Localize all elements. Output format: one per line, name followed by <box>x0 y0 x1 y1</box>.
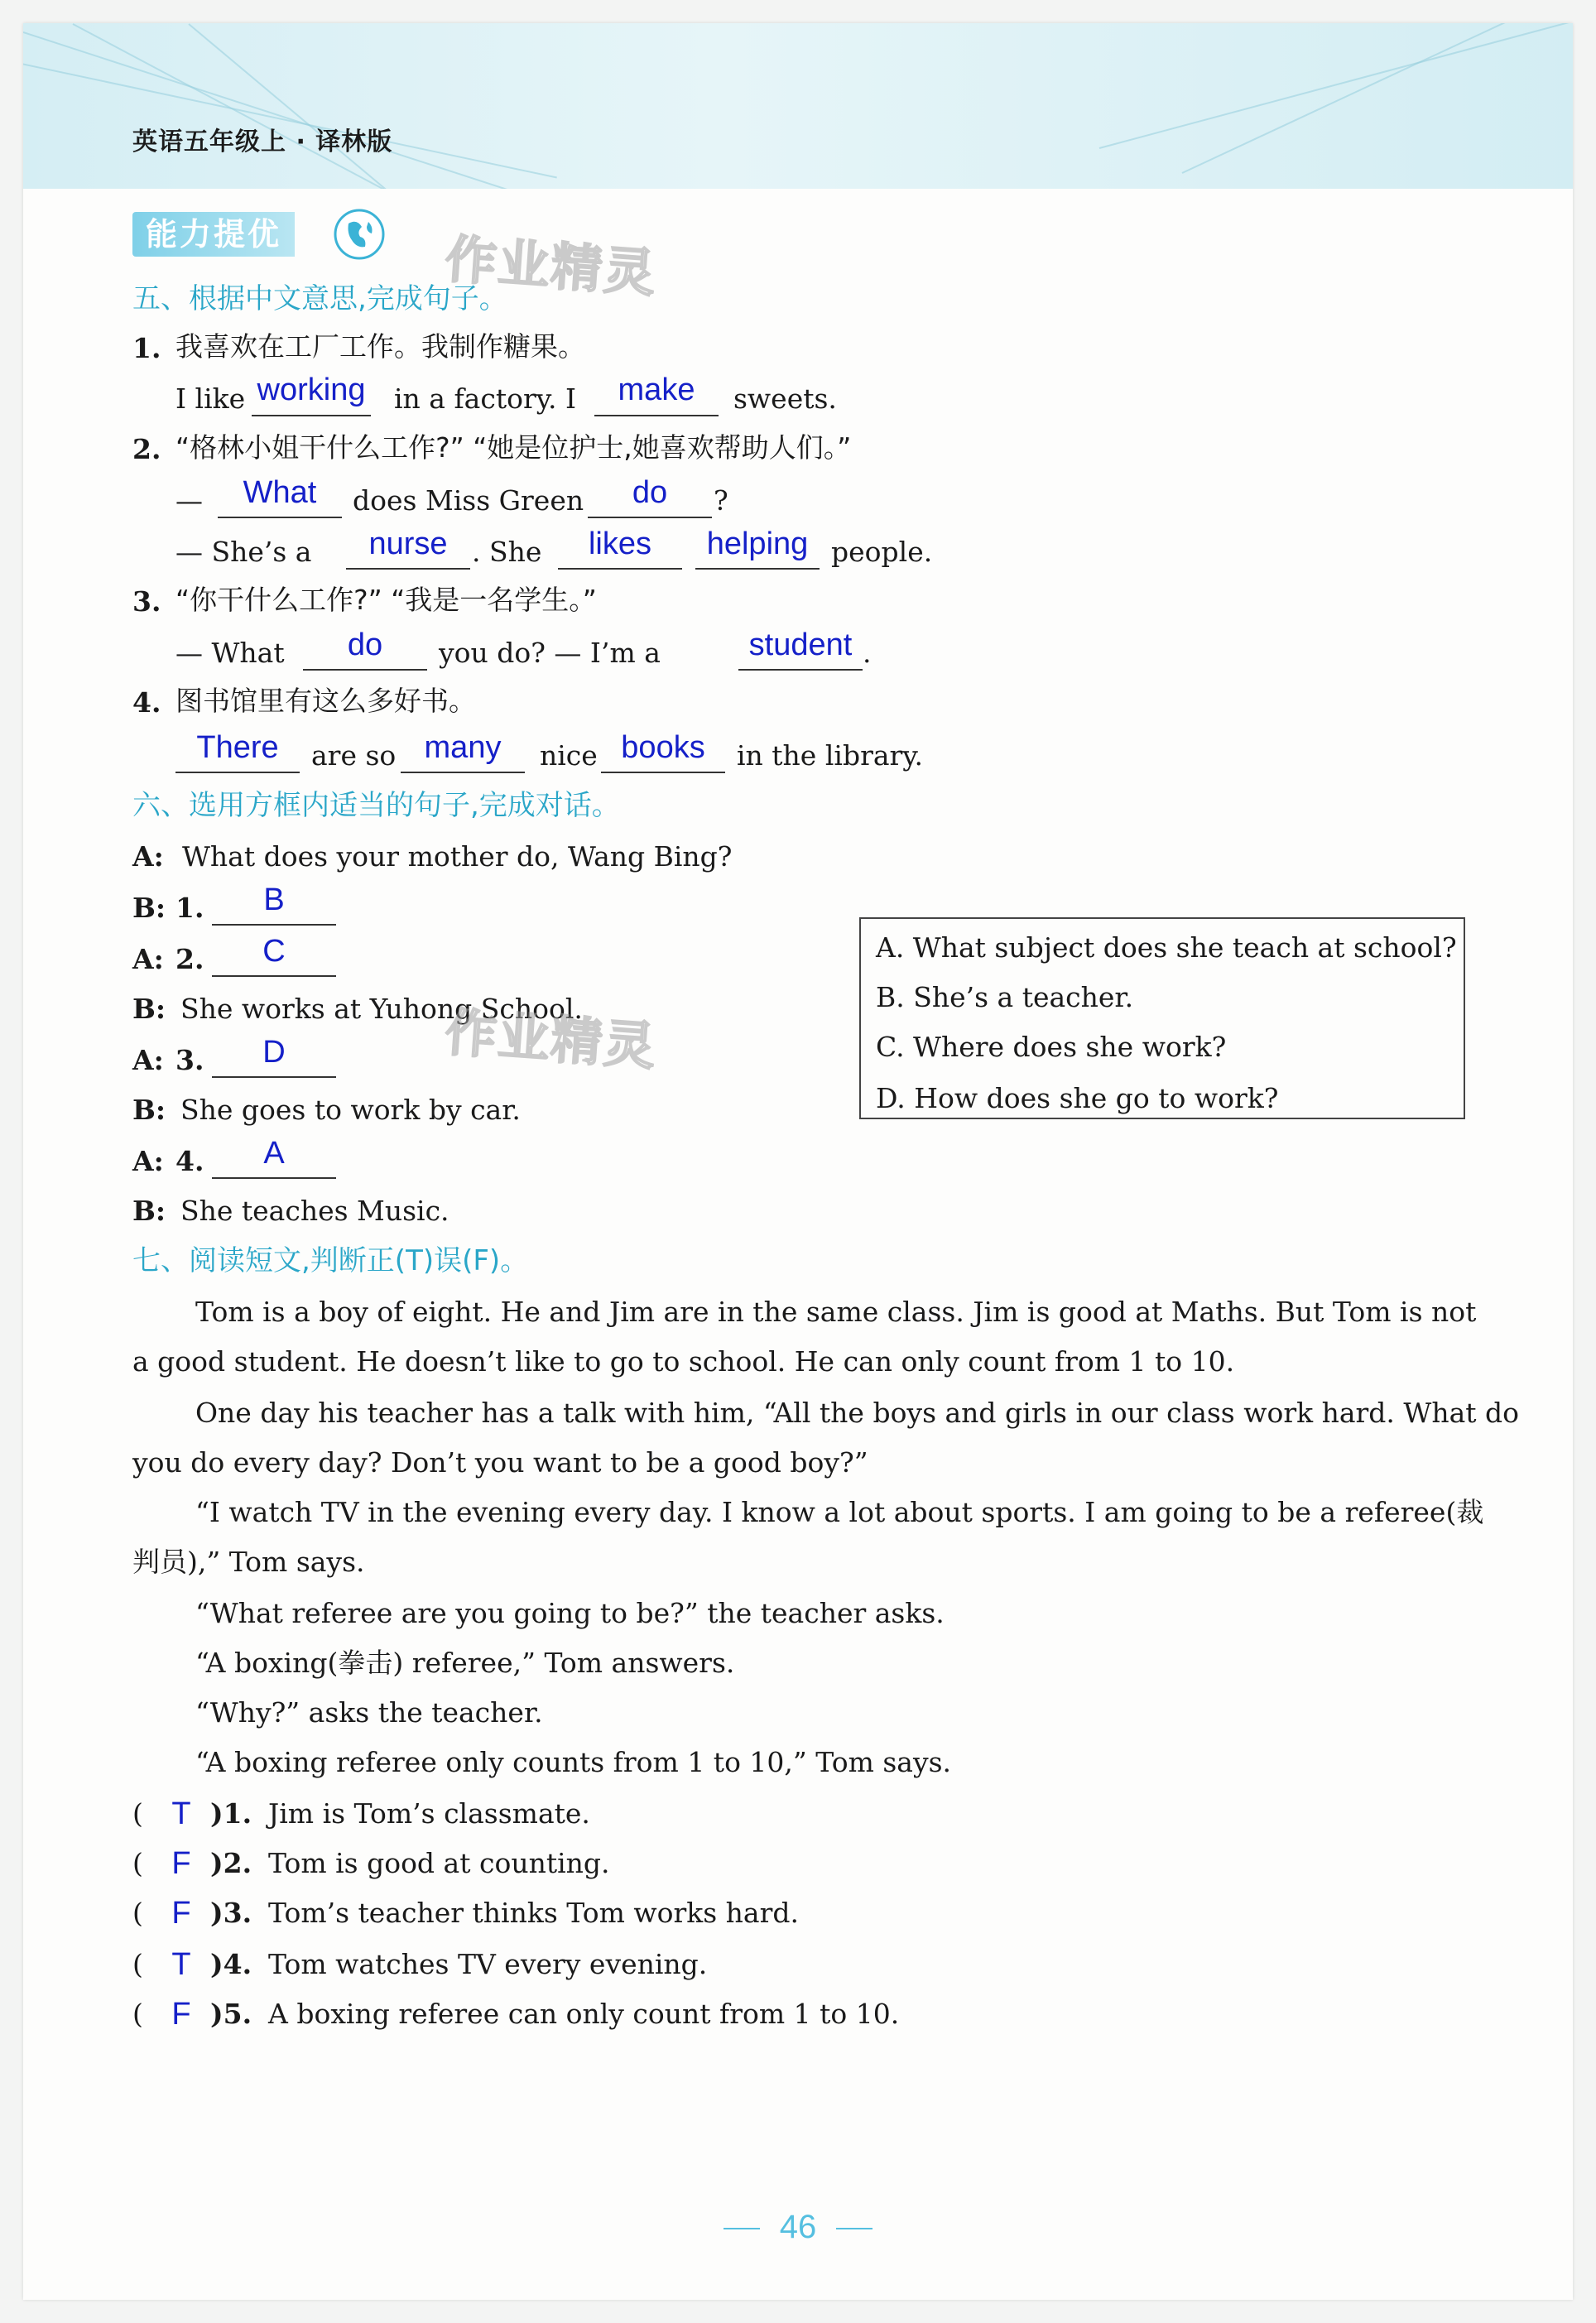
dialog-line-1: What does your mother do, Wang Bing? <box>182 840 733 873</box>
q2-text-3: — She’s a <box>175 536 312 568</box>
judge-number-1: )1. <box>210 1797 252 1830</box>
q3-chinese: “你干什么工作?” “我是一名学生。” <box>175 584 597 616</box>
q4-answer-1: There <box>196 730 279 765</box>
judge-paren: ( <box>132 1948 143 1980</box>
dialog-answer-2: C <box>262 934 286 969</box>
passage-line-3: One day his teacher has a talk with him, “All the boys and girls in our class work hard. What do <box>195 1397 1520 1429</box>
dialog-blank-2 <box>212 975 336 977</box>
dialog-blank-4 <box>212 1177 336 1179</box>
judge-answer-2: F <box>171 1846 191 1881</box>
q2-answer-5: helping <box>706 527 809 561</box>
header-band <box>23 23 1573 189</box>
passage-line-6: 判员),” Tom says. <box>132 1546 365 1578</box>
q2-text-1: does Miss Green <box>353 484 584 517</box>
page-number-value: 46 <box>779 2209 817 2245</box>
option-b: B. She’s a teacher. <box>876 981 1134 1013</box>
q1-chinese: 我喜欢在工厂工作。我制作糖果。 <box>175 330 585 363</box>
judge-answer-5: F <box>171 1997 191 2032</box>
q4-blank-3 <box>601 772 725 773</box>
q1-answer-2: make <box>618 373 695 407</box>
q2-text-2: ? <box>714 484 728 517</box>
page-number <box>23 2209 1573 2246</box>
q2-answer-1: What <box>243 475 317 510</box>
option-d: D. How does she go to work? <box>876 1082 1279 1114</box>
q2-dash: — <box>175 484 203 517</box>
judge-paren: ( <box>132 1897 143 1929</box>
q1-text-3: sweets. <box>733 382 837 415</box>
q2-blank-1 <box>218 517 342 518</box>
dialog-answer-1: B <box>263 883 285 917</box>
dialog-speaker-7: A: <box>132 1145 164 1177</box>
judge-paren: ( <box>132 1998 143 2030</box>
part7-heading: 七、阅读短文,判断正(T)误(F)。 <box>132 1244 529 1277</box>
watermark: 作业精灵 <box>443 228 659 304</box>
dialog-line-6: She goes to work by car. <box>180 1094 521 1126</box>
passage-line-8: “A boxing(拳击) referee,” Tom answers. <box>195 1647 735 1679</box>
q2-blank-2 <box>588 517 712 518</box>
dialog-answer-3: D <box>262 1035 286 1070</box>
q4-text-2: nice <box>540 739 598 772</box>
q3-text-2: you do? — I’m a <box>439 637 661 669</box>
globe-icon <box>332 207 387 262</box>
q1-blank-2 <box>594 415 719 416</box>
dialog-blank-3 <box>212 1076 336 1078</box>
workbook-page <box>23 23 1573 2300</box>
q3-blank-1 <box>303 669 427 671</box>
passage-line-9: “Why?” asks the teacher. <box>195 1696 543 1729</box>
q2-blank-4 <box>558 568 682 570</box>
judge-answer-4: T <box>171 1947 191 1982</box>
dialog-speaker-2: B: <box>132 892 166 924</box>
q2-blank-3 <box>346 568 470 570</box>
q4-answer-3: books <box>621 730 705 765</box>
dialog-answer-4: A <box>263 1136 285 1171</box>
q2-answer-3: nurse <box>368 527 448 561</box>
q3-answer-2: student <box>748 628 853 662</box>
q2-chinese: “格林小姐干什么工作?” “她是位护士,她喜欢帮助人们。” <box>175 431 852 464</box>
dialog-number-1: 1. <box>175 892 204 924</box>
judge-answer-1: T <box>171 1796 191 1831</box>
dialog-line-4: She works at Yuhong School. <box>180 993 583 1025</box>
q3-answer-1: do <box>347 628 383 662</box>
q2-number: 2. <box>132 433 161 465</box>
q3-text-3: . <box>863 637 872 669</box>
q3-text-1: — What <box>175 637 285 669</box>
q4-answer-2: many <box>424 730 502 765</box>
judge-text-5: A boxing referee can only count from 1 to 10. <box>268 1998 900 2030</box>
passage-line-10: “A boxing referee only counts from 1 to 10,” Tom says. <box>195 1746 952 1778</box>
passage-line-4: you do every day? Don’t you want to be a good boy?” <box>132 1446 868 1479</box>
dialog-speaker-3: A: <box>132 943 164 975</box>
passage-line-2: a good student. He doesn’t like to go to school. He can only count from 1 to 10. <box>132 1345 1235 1378</box>
option-a: A. What subject does she teach at school? <box>876 931 1457 964</box>
q4-chinese: 图书馆里有这么多好书。 <box>175 685 476 717</box>
q1-number: 1. <box>132 332 161 364</box>
q1-blank-1 <box>252 415 371 416</box>
q2-blank-5 <box>695 568 820 570</box>
judge-number-2: )2. <box>210 1847 252 1879</box>
passage-line-5: “I watch TV in the evening every day. I know a lot about sports. I am going to be a referee(裁 <box>195 1496 1484 1528</box>
q2-answer-4: likes <box>588 527 652 561</box>
q1-text-1: I like <box>175 382 246 415</box>
dialog-number-2: 2. <box>175 943 204 975</box>
q2-text-5: people. <box>831 536 933 568</box>
q2-text-4: . She <box>472 536 542 568</box>
q1-text-2: in a factory. I <box>394 382 577 415</box>
dialog-speaker-8: B: <box>132 1195 166 1227</box>
q3-number: 3. <box>132 585 161 618</box>
judge-paren: ( <box>132 1797 143 1830</box>
passage-line-7: “What referee are you going to be?” the teacher asks. <box>195 1597 945 1629</box>
judge-text-4: Tom watches TV every evening. <box>268 1948 708 1980</box>
dialog-speaker-4: B: <box>132 993 166 1025</box>
option-c: C. Where does she work? <box>876 1031 1227 1063</box>
judge-paren: ( <box>132 1847 143 1879</box>
judge-text-1: Jim is Tom’s classmate. <box>268 1797 590 1830</box>
q3-blank-2 <box>738 669 863 671</box>
q4-blank-2 <box>401 772 525 773</box>
judge-text-3: Tom’s teacher thinks Tom works hard. <box>268 1897 799 1929</box>
dialog-number-4: 4. <box>175 1145 204 1177</box>
dialog-line-8: She teaches Music. <box>180 1195 449 1227</box>
judge-number-4: )4. <box>210 1948 252 1980</box>
judge-number-3: )3. <box>210 1897 252 1929</box>
judge-answer-3: F <box>171 1896 191 1931</box>
q4-text-1: are so <box>311 739 397 772</box>
part6-heading: 六、选用方框内适当的句子,完成对话。 <box>132 789 620 822</box>
passage-line-1: Tom is a boy of eight. He and Jim are in the same class. Jim is good at Maths. But Tom is not <box>195 1296 1477 1328</box>
dialog-speaker-6: B: <box>132 1094 166 1126</box>
dialog-number-3: 3. <box>175 1044 204 1076</box>
q4-text-3: in the library. <box>737 739 924 772</box>
q4-number: 4. <box>132 686 161 719</box>
watermark: 作业精灵 <box>443 1002 659 1077</box>
dialog-speaker-5: A: <box>132 1044 164 1076</box>
judge-number-5: )5. <box>210 1998 252 2030</box>
dialog-blank-1 <box>212 924 336 926</box>
section-banner: 能力提优 <box>132 212 295 257</box>
judge-text-2: Tom is good at counting. <box>268 1847 610 1879</box>
part5-heading: 五、根据中文意思,完成句子。 <box>132 282 507 315</box>
q4-blank-1 <box>175 772 300 773</box>
book-title: 英语五年级上 · 译林版 <box>132 127 393 156</box>
q2-answer-2: do <box>632 475 668 510</box>
q1-answer-1: working <box>257 373 366 407</box>
dialog-speaker-1: A: <box>132 840 164 873</box>
